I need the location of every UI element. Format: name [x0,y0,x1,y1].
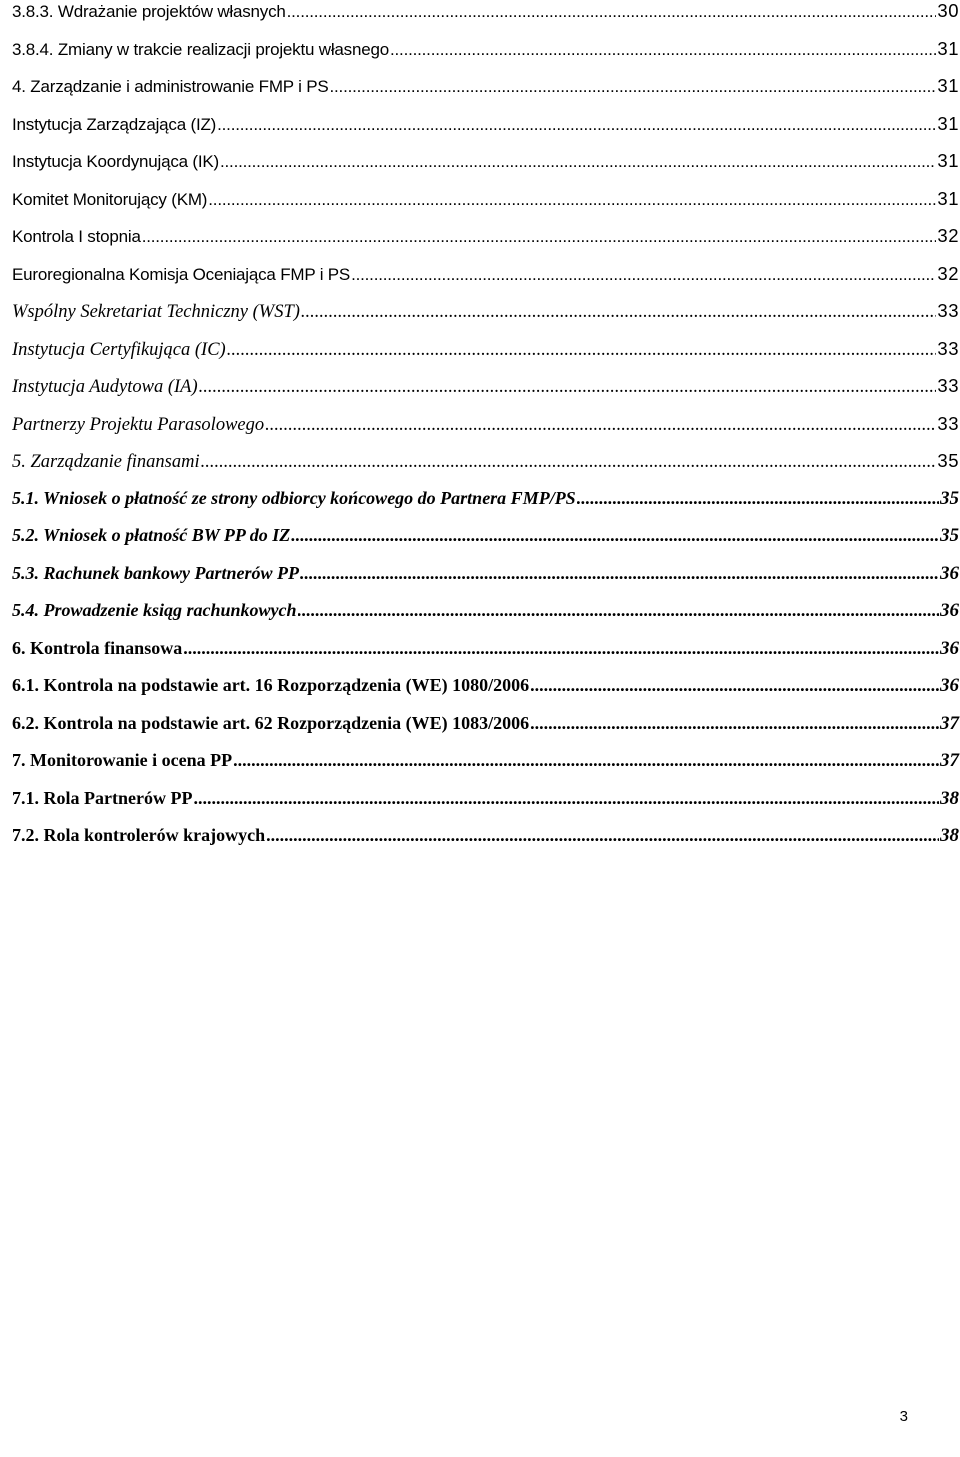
toc-dot-leader [577,488,939,509]
toc-dot-leader [300,563,939,584]
toc-entry-page: 35 [937,450,959,471]
toc-entry[interactable] [12,150,959,188]
toc-dot-leader [351,265,936,285]
toc-dot-leader [220,152,936,172]
toc-entry[interactable] [12,825,959,863]
toc-entry-title: 6.1. Kontrola na podstawie art. 16 Rozporządzenia (WE) 1080/2006 [12,675,530,695]
toc-dot-leader [201,452,937,473]
toc-dot-leader [217,115,936,135]
toc-entry[interactable] [12,225,959,263]
toc-entry-page: 32 [937,225,959,246]
toc-dot-leader [390,40,936,60]
toc-dot-leader [291,525,939,546]
toc-dot-leader [266,825,939,846]
toc-entry[interactable] [12,188,959,226]
toc-entry-page: 37 [940,750,959,771]
toc-entry-page: 33 [937,337,959,359]
toc-entry-title: Instytucja Koordynująca (IK) [12,152,219,171]
toc-entry[interactable] [12,638,959,676]
toc-entry-page: 36 [940,637,959,659]
toc-entry-title: 7. Monitorowanie i ocena PP [12,750,233,770]
table-of-contents [12,0,959,863]
toc-entry[interactable] [12,600,959,638]
toc-entry-title: Instytucja Certyfikująca (IC) [12,339,226,360]
toc-entry[interactable] [12,488,959,526]
toc-entry-page: 36 [940,600,959,621]
page-number: 3 [899,1408,908,1425]
toc-entry-title: 3.8.4. Zmiany w trakcie realizacji projektu własnego [12,39,389,59]
toc-dot-leader [530,675,939,696]
toc-entry-title: 5.4. Prowadzenie ksiąg rachunkowych [12,600,297,620]
toc-entry[interactable] [12,0,959,38]
toc-entry-title: Instytucja Zarządzająca (IZ) [12,114,217,134]
toc-entry-page: 31 [937,37,959,59]
toc-dot-leader [530,713,939,734]
toc-entry-page: 35 [940,525,959,546]
toc-entry-page: 33 [937,412,959,434]
toc-entry-page: 31 [937,75,959,96]
toc-dot-leader [142,227,937,247]
toc-entry-title: 5.2. Wniosek o płatność BW PP do IZ [12,525,291,545]
toc-entry-title: Kontrola I stopnia [12,227,141,246]
toc-entry-page: 38 [940,787,959,809]
toc-dot-leader [330,77,937,97]
toc-entry-page: 37 [940,712,959,734]
toc-entry[interactable] [12,450,959,488]
toc-dot-leader [227,340,937,361]
toc-entry[interactable] [12,300,959,338]
toc-entry-title: 7.2. Rola kontrolerów krajowych [12,825,266,845]
toc-dot-leader [193,788,939,809]
toc-entry[interactable] [12,375,959,413]
toc-dot-leader [265,415,936,436]
toc-entry-page: 31 [937,112,959,134]
toc-entry[interactable] [12,713,959,751]
toc-dot-leader [233,750,939,771]
toc-entry-title: 6. Kontrola finansowa [12,637,183,658]
toc-entry-page: 30 [937,0,959,21]
toc-entry-title: Euroregionalna Komisja Oceniająca FMP i PS [12,264,351,284]
toc-entry-page: 33 [937,300,959,321]
toc-entry-page: 36 [940,675,959,696]
toc-entry-page: 36 [940,562,959,584]
toc-entry-title: 3.8.3. Wdrażanie projektów własnych [12,2,286,21]
toc-dot-leader [208,190,936,210]
toc-entry-title: 4. Zarządzanie i administrowanie FMP i PS [12,77,329,96]
toc-entry[interactable] [12,338,959,376]
toc-entry[interactable] [12,75,959,113]
toc-entry-title: Instytucja Audytowa (IA) [12,377,198,397]
toc-entry-page: 33 [937,375,959,396]
toc-entry-page: 32 [937,262,959,284]
toc-entry-page: 31 [937,150,959,171]
toc-entry-page: 38 [940,825,959,846]
toc-dot-leader [287,2,937,22]
toc-dot-leader [298,600,939,621]
toc-entry[interactable] [12,413,959,451]
toc-dot-leader [301,302,937,323]
toc-entry-title: 5. Zarządzanie finansami [12,452,200,472]
toc-entry-title: 5.3. Rachunek bankowy Partnerów PP [12,562,300,583]
toc-dot-leader [183,638,939,659]
toc-entry[interactable] [12,750,959,788]
toc-entry-page: 35 [940,487,959,509]
toc-entry[interactable] [12,38,959,76]
toc-entry[interactable] [12,525,959,563]
toc-entry[interactable] [12,788,959,826]
toc-entry-title: 5.1. Wniosek o płatność ze strony odbiorcy końcowego do Partnera FMP/PS [12,487,576,508]
toc-entry-page: 31 [937,187,959,209]
toc-dot-leader [199,377,937,398]
toc-entry-title: Komitet Monitorujący (KM) [12,189,208,209]
toc-entry[interactable] [12,675,959,713]
toc-entry[interactable] [12,563,959,601]
toc-entry-title: 7.1. Rola Partnerów PP [12,787,193,808]
toc-entry[interactable] [12,113,959,151]
toc-entry-title: Wspólny Sekretariat Techniczny (WST) [12,302,300,322]
toc-entry-title: Partnerzy Projektu Parasolowego [12,414,265,435]
toc-entry-title: 6.2. Kontrola na podstawie art. 62 Rozporządzenia (WE) 1083/2006 [12,712,530,733]
toc-entry[interactable] [12,263,959,301]
